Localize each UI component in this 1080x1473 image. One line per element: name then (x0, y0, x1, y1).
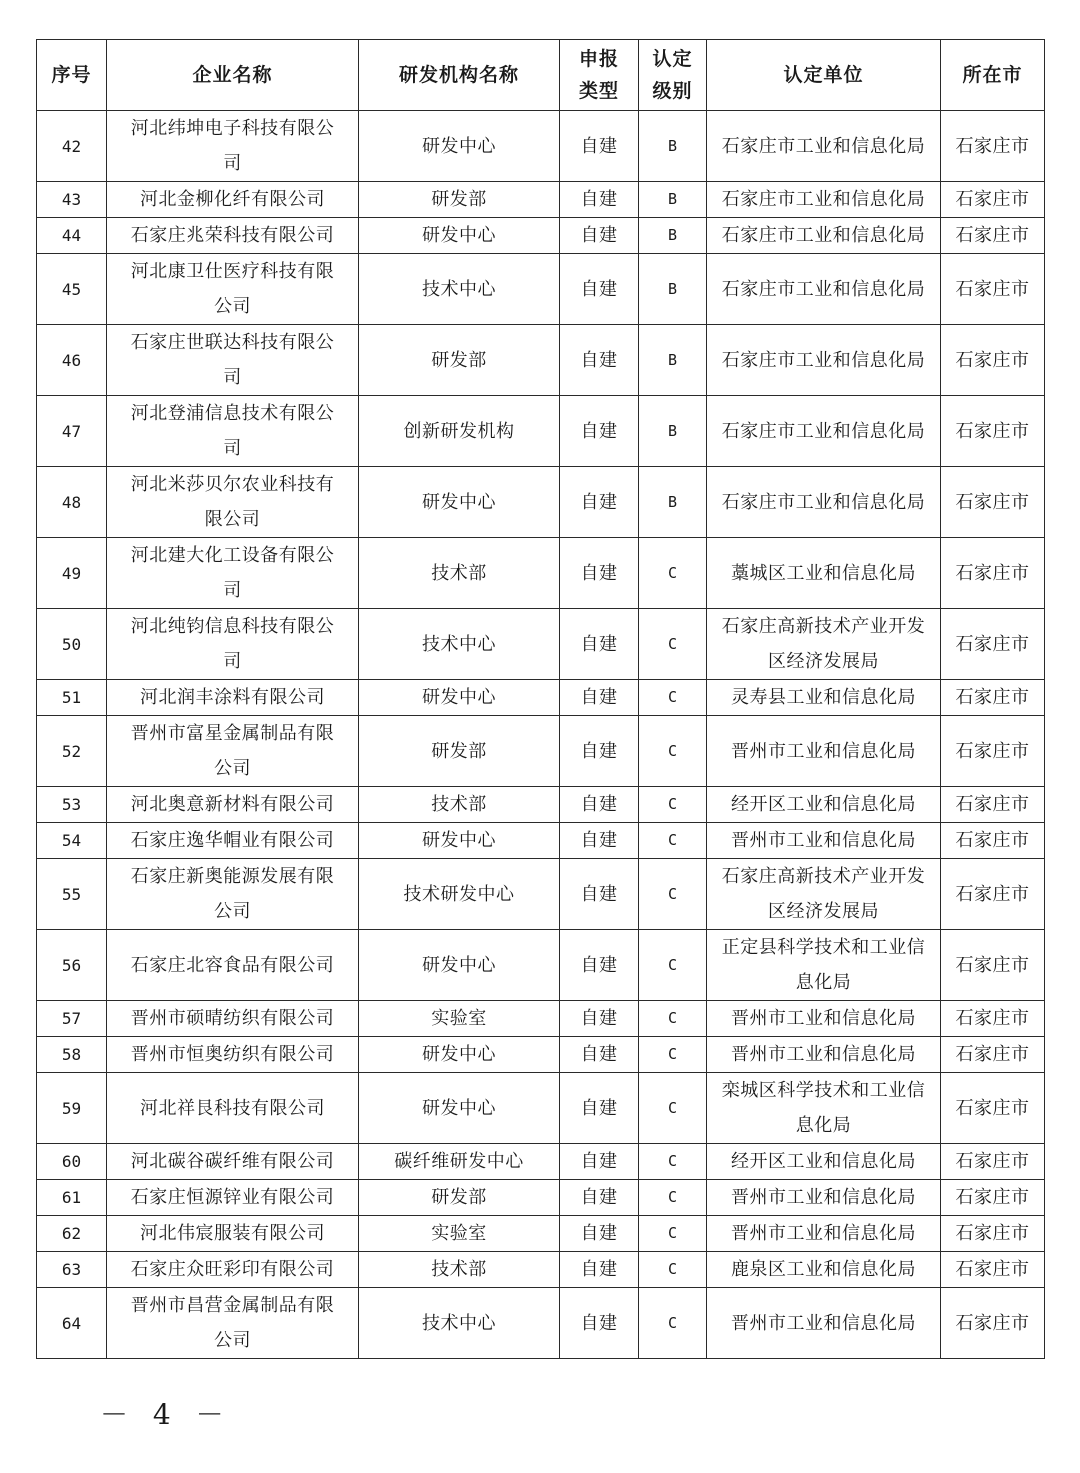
cell-institution: 技术部 (359, 538, 560, 609)
cell-unit-line: 石家庄高新技术产业开发 (721, 866, 926, 887)
cell-institution: 研发中心 (359, 1073, 560, 1144)
table-row (37, 111, 1045, 182)
cell-company (107, 254, 359, 325)
cell-unit-line: 晋州市工业和信息化局 (731, 1312, 916, 1334)
cell-unit-line: 晋州市工业和信息化局 (731, 830, 916, 851)
cell-city: 石家庄市 (941, 325, 1045, 396)
table-row (37, 787, 1045, 823)
cell-institution: 技术部 (359, 787, 560, 823)
table-row (37, 1288, 1045, 1359)
cell-city: 石家庄市 (941, 1144, 1045, 1180)
cell-unit-line: 晋州市工业和信息化局 (731, 1044, 916, 1065)
header-level (639, 40, 707, 111)
cell-city: 石家庄市 (941, 467, 1045, 538)
cell-type: 自建 (560, 396, 639, 467)
cell-type: 自建 (560, 609, 639, 680)
cell-index: 44 (37, 218, 107, 254)
cell-institution: 研发中心 (359, 823, 560, 859)
cell-level: C (639, 1001, 707, 1037)
cell-company (107, 218, 359, 254)
cell-city: 石家庄市 (941, 1073, 1045, 1144)
cell-unit (707, 680, 941, 716)
header-index: 序号 (37, 40, 107, 111)
cell-company-line: 石家庄众旺彩印有限公司 (130, 1259, 335, 1280)
cell-index: 45 (37, 254, 107, 325)
cell-unit (707, 111, 941, 182)
cell-level: C (639, 609, 707, 680)
table-row (37, 182, 1045, 218)
cell-type: 自建 (560, 538, 639, 609)
table-row (37, 467, 1045, 538)
cell-company-line: 河北祥艮科技有限公司 (140, 1097, 325, 1119)
cell-company-line: 石家庄逸华帽业有限公司 (130, 830, 335, 851)
table-row (37, 609, 1045, 680)
cell-unit-line: 正定县科学技术和工业信 (721, 937, 926, 958)
table-row (37, 1252, 1045, 1288)
cell-company-line: 司 (223, 367, 242, 388)
table-row (37, 1144, 1045, 1180)
cell-company-line: 石家庄兆荣科技有限公司 (130, 225, 335, 246)
cell-index: 63 (37, 1252, 107, 1288)
cell-company-line: 公司 (214, 758, 251, 779)
cell-unit-line: 鹿泉区工业和信息化局 (731, 1259, 916, 1280)
cell-unit-line: 石家庄高新技术产业开发 (721, 616, 926, 637)
table-row (37, 538, 1045, 609)
cell-city: 石家庄市 (941, 1180, 1045, 1216)
cell-type: 自建 (560, 1288, 639, 1359)
cell-type: 自建 (560, 1252, 639, 1288)
cell-unit (707, 609, 941, 680)
cell-company-line: 河北纬坤电子科技有限公 (130, 118, 335, 139)
cell-level: C (639, 823, 707, 859)
cell-unit-line: 石家庄市工业和信息化局 (721, 491, 926, 513)
cell-type: 自建 (560, 1037, 639, 1073)
cell-city: 石家庄市 (941, 111, 1045, 182)
cell-company (107, 182, 359, 218)
cell-company (107, 1288, 359, 1359)
cell-unit-line: 晋州市工业和信息化局 (731, 740, 916, 762)
cell-city: 石家庄市 (941, 1216, 1045, 1252)
cell-level: C (639, 859, 707, 930)
cell-city: 石家庄市 (941, 1288, 1045, 1359)
cell-index: 54 (37, 823, 107, 859)
cell-city: 石家庄市 (941, 1252, 1045, 1288)
cell-city: 石家庄市 (941, 538, 1045, 609)
header-level-line-2: 级别 (652, 80, 693, 102)
cell-unit (707, 1288, 941, 1359)
header-unit: 认定单位 (707, 40, 941, 111)
cell-unit-line: 石家庄市工业和信息化局 (721, 135, 926, 157)
cell-company-line: 晋州市昌营金属制品有限 (130, 1295, 335, 1316)
table-body (37, 111, 1045, 1359)
cell-unit (707, 716, 941, 787)
cell-institution: 技术部 (359, 1252, 560, 1288)
cell-company (107, 823, 359, 859)
cell-company (107, 1073, 359, 1144)
table-row (37, 680, 1045, 716)
cell-company-line: 河北金柳化纤有限公司 (140, 189, 325, 210)
cell-unit-line: 经开区工业和信息化局 (731, 794, 916, 815)
cell-company (107, 396, 359, 467)
cell-institution: 碳纤维研发中心 (359, 1144, 560, 1180)
cell-level: B (639, 182, 707, 218)
table-row (37, 1001, 1045, 1037)
cell-unit (707, 396, 941, 467)
cell-unit (707, 1180, 941, 1216)
table-row (37, 254, 1045, 325)
cell-type: 自建 (560, 1180, 639, 1216)
cell-index: 50 (37, 609, 107, 680)
header-type-line-1: 申报 (578, 48, 619, 70)
table-row (37, 1180, 1045, 1216)
cell-company-line: 石家庄世联达科技有限公 (130, 332, 335, 353)
cell-level: C (639, 1252, 707, 1288)
cell-level: B (639, 396, 707, 467)
cell-index: 61 (37, 1180, 107, 1216)
table-row (37, 859, 1045, 930)
cell-company-line: 石家庄新奥能源发展有限 (130, 866, 335, 887)
cell-unit-line: 石家庄市工业和信息化局 (721, 225, 926, 246)
cell-institution: 研发中心 (359, 111, 560, 182)
cell-company (107, 716, 359, 787)
cell-company-line: 公司 (214, 296, 251, 317)
cell-level: C (639, 1037, 707, 1073)
cell-type: 自建 (560, 680, 639, 716)
cell-level: C (639, 1073, 707, 1144)
cell-institution: 实验室 (359, 1216, 560, 1252)
cell-city: 石家庄市 (941, 1001, 1045, 1037)
cell-level: C (639, 1144, 707, 1180)
cell-company-line: 司 (223, 580, 242, 601)
cell-city: 石家庄市 (941, 609, 1045, 680)
cell-index: 47 (37, 396, 107, 467)
cell-unit (707, 182, 941, 218)
cell-index: 58 (37, 1037, 107, 1073)
cell-city: 石家庄市 (941, 1037, 1045, 1073)
cell-company-line: 河北米莎贝尔农业科技有 (130, 474, 335, 495)
header-level-line-1: 认定 (652, 48, 693, 70)
cell-company (107, 467, 359, 538)
cell-company-line: 司 (223, 153, 242, 174)
cell-city: 石家庄市 (941, 930, 1045, 1001)
cell-index: 42 (37, 111, 107, 182)
cell-level: C (639, 787, 707, 823)
cell-company (107, 1001, 359, 1037)
cell-type: 自建 (560, 182, 639, 218)
cell-index: 59 (37, 1073, 107, 1144)
table-row (37, 1037, 1045, 1073)
cell-city: 石家庄市 (941, 716, 1045, 787)
cell-city: 石家庄市 (941, 218, 1045, 254)
cell-institution: 研发中心 (359, 218, 560, 254)
cell-institution: 研发中心 (359, 680, 560, 716)
cell-unit (707, 1252, 941, 1288)
header-institution: 研发机构名称 (359, 40, 560, 111)
cell-index: 60 (37, 1144, 107, 1180)
cell-institution: 技术中心 (359, 254, 560, 325)
cell-company (107, 859, 359, 930)
cell-level: B (639, 325, 707, 396)
cell-level: C (639, 680, 707, 716)
cell-unit-line: 石家庄市工业和信息化局 (721, 420, 926, 442)
cell-level: C (639, 538, 707, 609)
cell-unit-line: 息化局 (795, 972, 852, 993)
cell-level: B (639, 254, 707, 325)
cell-city: 石家庄市 (941, 787, 1045, 823)
table-row (37, 716, 1045, 787)
cell-company-line: 晋州市恒奥纺织有限公司 (130, 1044, 335, 1065)
cell-company (107, 680, 359, 716)
cell-index: 56 (37, 930, 107, 1001)
cell-company (107, 1180, 359, 1216)
cell-unit-line: 石家庄市工业和信息化局 (721, 189, 926, 210)
cell-type: 自建 (560, 1216, 639, 1252)
cell-index: 43 (37, 182, 107, 218)
cell-company-line: 司 (223, 438, 242, 459)
cell-unit-line: 栾城区科学技术和工业信 (721, 1080, 926, 1101)
cell-company (107, 538, 359, 609)
cell-company-line: 河北登浦信息技术有限公 (130, 403, 335, 424)
cell-company-line: 公司 (214, 901, 251, 922)
cell-unit-line: 晋州市工业和信息化局 (731, 1008, 916, 1029)
cell-company-line: 河北康卫仕医疗科技有限 (130, 261, 335, 282)
table-row (37, 396, 1045, 467)
header-city: 所在市 (941, 40, 1045, 111)
cell-city: 石家庄市 (941, 680, 1045, 716)
cell-unit (707, 254, 941, 325)
cell-unit (707, 1144, 941, 1180)
cell-index: 51 (37, 680, 107, 716)
page-number: － 4 － (100, 1398, 232, 1431)
cell-type: 自建 (560, 111, 639, 182)
cell-unit (707, 859, 941, 930)
cell-unit (707, 538, 941, 609)
cell-type: 自建 (560, 787, 639, 823)
cell-institution: 技术研发中心 (359, 859, 560, 930)
cell-level: B (639, 218, 707, 254)
header-row (37, 40, 1045, 111)
cell-city: 石家庄市 (941, 396, 1045, 467)
header-type-line-2: 类型 (578, 80, 619, 102)
table-row (37, 325, 1045, 396)
cell-type: 自建 (560, 859, 639, 930)
cell-institution: 技术中心 (359, 609, 560, 680)
cell-type: 自建 (560, 823, 639, 859)
cell-city: 石家庄市 (941, 254, 1045, 325)
cell-company-line: 晋州市富星金属制品有限 (130, 723, 335, 744)
cell-unit (707, 1073, 941, 1144)
cell-unit (707, 218, 941, 254)
header-type (560, 40, 639, 111)
cell-institution: 研发部 (359, 182, 560, 218)
table-row (37, 1073, 1045, 1144)
cell-type: 自建 (560, 930, 639, 1001)
cell-type: 自建 (560, 254, 639, 325)
cell-company (107, 787, 359, 823)
cell-company (107, 1144, 359, 1180)
cell-index: 46 (37, 325, 107, 396)
cell-level: B (639, 111, 707, 182)
cell-unit (707, 467, 941, 538)
cell-level: C (639, 716, 707, 787)
cell-company-line: 公司 (214, 1330, 251, 1351)
cell-type: 自建 (560, 467, 639, 538)
header-company: 企业名称 (107, 40, 359, 111)
cell-institution: 技术中心 (359, 1288, 560, 1359)
cell-level: C (639, 1288, 707, 1359)
cell-company-line: 河北奥意新材料有限公司 (130, 794, 335, 815)
cell-company (107, 930, 359, 1001)
cell-unit-line: 息化局 (795, 1115, 852, 1136)
cell-company (107, 325, 359, 396)
cell-level: C (639, 930, 707, 1001)
table-row (37, 218, 1045, 254)
cell-unit-line: 区经济发展局 (768, 901, 879, 922)
cell-unit (707, 930, 941, 1001)
cell-company-line: 石家庄恒源锌业有限公司 (130, 1187, 335, 1208)
cell-institution: 实验室 (359, 1001, 560, 1037)
cell-company (107, 1037, 359, 1073)
table-row (37, 823, 1045, 859)
cell-index: 52 (37, 716, 107, 787)
cell-institution: 研发部 (359, 325, 560, 396)
cell-unit-line: 晋州市工业和信息化局 (731, 1223, 916, 1244)
cell-company (107, 1252, 359, 1288)
cell-company-line: 河北碳谷碳纤维有限公司 (130, 1151, 335, 1172)
cell-type: 自建 (560, 716, 639, 787)
cell-level: B (639, 467, 707, 538)
cell-index: 48 (37, 467, 107, 538)
cell-unit (707, 787, 941, 823)
cell-index: 49 (37, 538, 107, 609)
cell-unit-line: 石家庄市工业和信息化局 (721, 278, 926, 300)
cell-company-line: 河北润丰涂料有限公司 (140, 687, 325, 708)
cell-institution: 创新研发机构 (359, 396, 560, 467)
cell-institution: 研发部 (359, 716, 560, 787)
cell-type: 自建 (560, 1073, 639, 1144)
cell-company (107, 609, 359, 680)
enterprise-rd-table (36, 39, 1045, 1359)
cell-company-line: 河北伟宸服装有限公司 (140, 1223, 325, 1244)
cell-index: 53 (37, 787, 107, 823)
cell-unit-line: 晋州市工业和信息化局 (731, 1187, 916, 1208)
cell-type: 自建 (560, 1144, 639, 1180)
cell-company (107, 111, 359, 182)
cell-unit (707, 1001, 941, 1037)
cell-company-line: 河北纯钧信息科技有限公 (130, 616, 335, 637)
cell-company (107, 1216, 359, 1252)
cell-unit-line: 区经济发展局 (768, 651, 879, 672)
cell-unit-line: 藁城区工业和信息化局 (731, 562, 916, 584)
cell-level: C (639, 1216, 707, 1252)
cell-institution: 研发部 (359, 1180, 560, 1216)
cell-type: 自建 (560, 325, 639, 396)
cell-index: 64 (37, 1288, 107, 1359)
cell-city: 石家庄市 (941, 859, 1045, 930)
table-row (37, 930, 1045, 1001)
table-header (37, 40, 1045, 111)
cell-unit (707, 1037, 941, 1073)
cell-index: 57 (37, 1001, 107, 1037)
cell-company-line: 司 (223, 651, 242, 672)
cell-index: 62 (37, 1216, 107, 1252)
cell-institution: 研发中心 (359, 930, 560, 1001)
cell-level: C (639, 1180, 707, 1216)
cell-city: 石家庄市 (941, 182, 1045, 218)
cell-unit-line: 石家庄市工业和信息化局 (721, 349, 926, 371)
cell-index: 55 (37, 859, 107, 930)
cell-company-line: 河北建大化工设备有限公 (130, 545, 335, 566)
cell-unit (707, 325, 941, 396)
cell-unit-line: 灵寿县工业和信息化局 (731, 687, 916, 708)
cell-unit (707, 823, 941, 859)
cell-unit (707, 1216, 941, 1252)
cell-company-line: 晋州市硕晴纺织有限公司 (130, 1008, 335, 1029)
table-row (37, 1216, 1045, 1252)
cell-company-line: 限公司 (204, 509, 261, 530)
cell-institution: 研发中心 (359, 1037, 560, 1073)
cell-company-line: 石家庄北容食品有限公司 (130, 954, 335, 976)
cell-city: 石家庄市 (941, 823, 1045, 859)
cell-unit-line: 经开区工业和信息化局 (731, 1151, 916, 1172)
cell-type: 自建 (560, 1001, 639, 1037)
cell-type: 自建 (560, 218, 639, 254)
cell-institution: 研发中心 (359, 467, 560, 538)
